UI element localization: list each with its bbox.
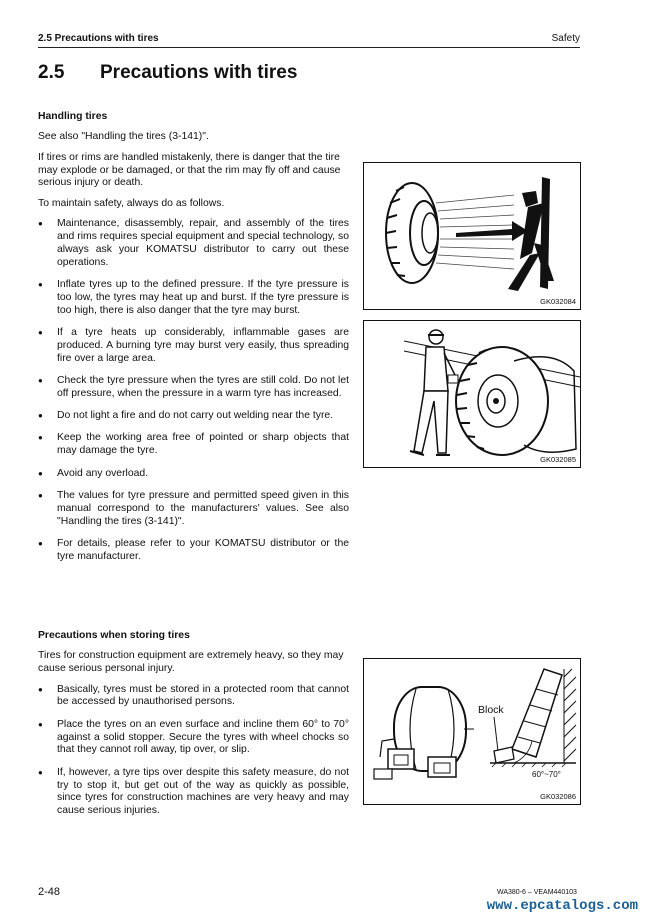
- angle-label: 60°~70°: [532, 770, 561, 779]
- header-chapter: Safety: [551, 33, 580, 44]
- watermark: www.epcatalogs.com: [486, 898, 638, 914]
- list-item: ● If a tyre heats up considerably, inflammable gases are produced. A burning tyre may burst very easily, thus spreading fire over a large area.: [38, 327, 349, 365]
- exploding-tire-illustration: [364, 163, 580, 309]
- list-item: ● If, however, a tyre tips over despite this safety measure, do not try to stop it, but get out of the way as quickly as possible, since tyres for construction machines are very heavy and may cause serious injuries.: [38, 767, 349, 818]
- section-title: [38, 62, 297, 84]
- figure-tire-inspection: [363, 320, 581, 468]
- handling-heading: Handling tires: [38, 111, 108, 122]
- figure-tire-storage: [363, 658, 581, 805]
- handling-intro: To maintain safety, always do as follows.: [38, 197, 225, 209]
- inspector-with-tire-illustration: [364, 321, 580, 467]
- page-number: 2-48: [38, 886, 61, 898]
- document-id: WA380-6 – VEAM440103: [497, 889, 577, 896]
- list-item: ● Place the tyres on an even surface and incline them 60° to 70° against a solid stopper. Secure the tyres with wheel chocks so that they cannot roll away, tip over, or slip.: [38, 719, 349, 757]
- figure-tire-burst: [363, 162, 581, 310]
- block-label: Block: [478, 704, 504, 716]
- page-header: [38, 31, 580, 48]
- figure-code: GK032084: [540, 297, 576, 306]
- list-item: ● Check the tyre pressure when the tyres are still cold. Do not let off pressure, when the pressure in a warm tyre has increased.: [38, 375, 349, 401]
- storing-intro: Tires for construction equipment are extremely heavy, so they may cause serious personal injury.: [38, 650, 344, 675]
- tire-storage-illustration: [364, 659, 580, 804]
- figure-code: GK032086: [540, 792, 576, 801]
- list-item: ● Inflate tyres up to the defined pressure. If the tyre pressure is too low, the tyres may heat up and burst. If the tyre pressure is too high, there is also danger that the tyre may burst.: [38, 279, 349, 317]
- section-title-text: Precautions with tires: [100, 62, 298, 83]
- section-number: 2.5: [38, 62, 65, 83]
- list-item: ● Maintenance, disassembly, repair, and assembly of the tires and rims requires special equipment and special technology, so always ask your KOMATSU distributor to carry out these operations.: [38, 218, 349, 269]
- storing-section: [38, 630, 349, 828]
- handling-list: [38, 218, 349, 563]
- list-item: ● For details, please refer to your KOMATSU distributor or the tyre manufacturer.: [38, 538, 349, 564]
- list-item: ● Do not light a fire and do not carry out welding near the tyre.: [38, 410, 349, 423]
- figure-code: GK032085: [540, 455, 576, 464]
- list-item: ● Keep the working area free of pointed or sharp objects that may damage the tyre.: [38, 432, 349, 458]
- header-section: 2.5 Precautions with tires: [38, 33, 159, 44]
- list-item: ● The values for tyre pressure and permitted speed given in this manual correspond to the manufacturers' values. See also "Handling the tires (3-141)".: [38, 490, 349, 528]
- storing-list: [38, 684, 349, 818]
- handling-danger: If tires or rims are handled mistakenly, there is danger that the tire may explode or be damaged, or that the rim may fly off and cause serious injury or death.: [38, 151, 341, 189]
- list-item: ● Avoid any overload.: [38, 468, 349, 481]
- handling-section: [38, 111, 349, 573]
- storing-heading: Precautions when storing tires: [38, 630, 190, 641]
- list-item: ● Basically, tyres must be stored in a protected room that cannot be accessed by unauthorised persons.: [38, 684, 349, 710]
- handling-see-also: See also "Handling the tires (3-141)".: [38, 131, 209, 143]
